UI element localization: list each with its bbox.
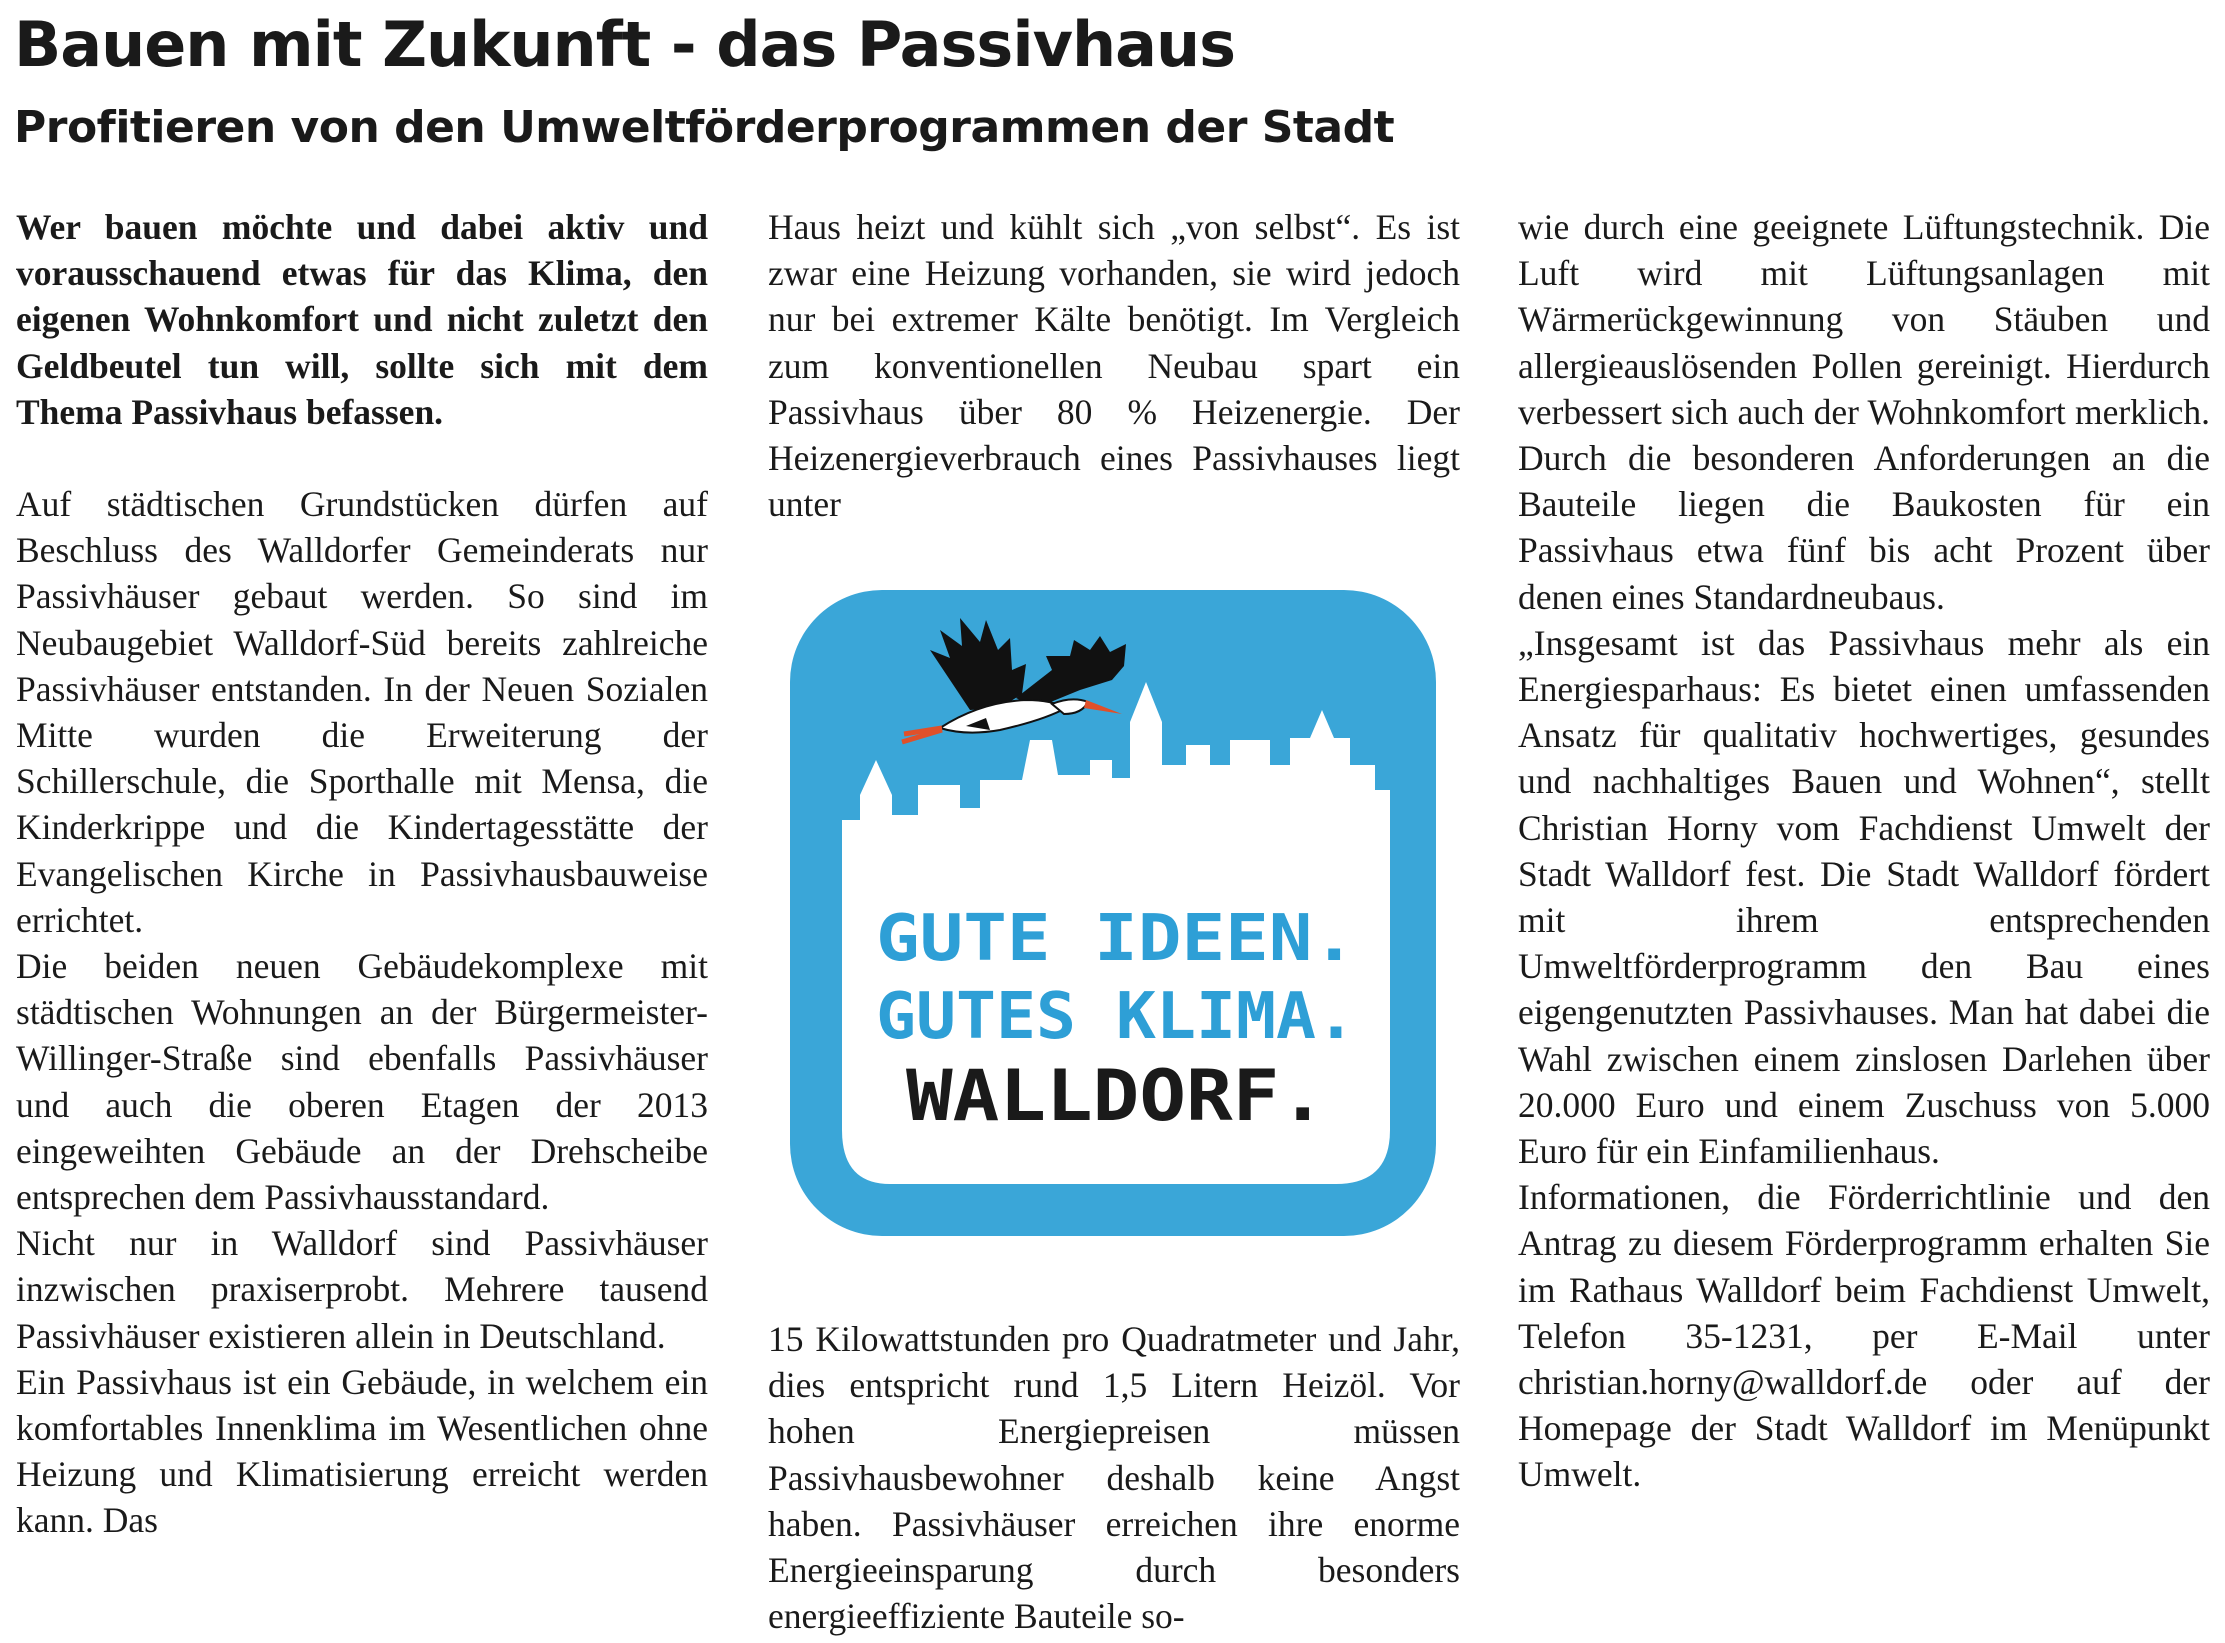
article-column-2-continued — [768, 1316, 1460, 1639]
article-column-2 — [768, 204, 1460, 527]
logo-line-1: GUTE IDEEN. — [876, 902, 1356, 976]
body-paragraph: Informationen, die Förderrichtlinie und den Antrag zu diesem Förderprogramm erhalten Sie im Rathaus Walldorf beim Fachdienst Umwelt, Telefon 35-1231, per E-Mail unter christian.horny@walldorf.de oder auf der Homepage der Stadt Walldorf im Menüpunkt Umwelt. — [1518, 1177, 2210, 1495]
article-headline: Bauen mit Zukunft - das Passivhaus — [14, 8, 1236, 81]
article-column-3 — [1518, 204, 2210, 1498]
lead-paragraph: Wer bauen möchte und dabei aktiv und vorausschauend etwas für das Klima, den eigenen Wohnkomfort und nicht zuletzt den Geldbeutel tun will, sollte sich mit dem Thema Passivhaus befassen. — [16, 207, 708, 432]
body-paragraph: Ein Passivhaus ist ein Gebäude, in welchem ein komfortables Innenklima im Wesentlichen ohne Heizung und Klimatisierung erreicht werden kann. Das — [16, 1361, 708, 1541]
article-column-1 — [16, 204, 708, 1544]
body-paragraph: wie durch eine geeignete Lüftungstechnik. Die Luft wird mit Lüftungsanlagen mit Wärmerückgewinnung von Stäuben und allergieauslösenden Pollen gereinigt. Hierdurch verbessert sich auch der Wohnkomfort merklich. Durch die besonderen Anforderungen an die Bauteile liegen die Baukosten für ein Passivhaus etwa fünf bis acht Prozent über denen eines Standardneubaus. — [1518, 207, 2210, 617]
logo-line-3: WALLDORF. — [906, 1055, 1326, 1137]
gute-ideen-walldorf-logo — [790, 590, 1436, 1236]
body-paragraph: Auf städtischen Grundstücken dürfen auf Beschluss des Walldorfer Gemeinderats nur Passivhäuser gebaut werden. So sind im Neubaugebiet Walldorf-Süd bereits zahlreiche Passivhäuser entstanden. In der Neuen Sozialen Mitte wurden die Erweiterung der Schillerschule, die Sporthalle mit Mensa, die Kinderkrippe und die Kindertagesstätte der Evangelischen Kirche in Passivhausbauweise errichtet. — [16, 484, 708, 940]
body-paragraph: Die beiden neuen Gebäudekomplexe mit städtischen Wohnungen an der Bürgermeister-Willinger-Straße sind ebenfalls Passivhäuser und auch die oberen Etagen der 2013 eingeweihten Gebäude an der Drehscheibe entsprechen dem Passivhausstandard. — [16, 946, 708, 1218]
body-paragraph: „Insgesamt ist das Passivhaus mehr als ein Energiesparhaus: Es bietet einen umfassenden Ansatz für qualitativ hochwertiges, gesundes und nachhaltiges Bauen und Wohnen“, stellt Christian Horny vom Fachdienst Umwelt der Stadt Walldorf fest. Die Stadt Walldorf fördert mit ihrem entsprechenden Umweltförderprogramm den Bau eines eigengenutzten Passivhauses. Man hat dabei die Wahl zwischen einem zinslosen Darlehen über 20.000 Euro und einem Zuschuss von 5.000 Euro für ein Einfamilienhaus. — [1518, 622, 2210, 1172]
article-subheadline: Profitieren von den Umweltförderprogrammen der Stadt — [14, 102, 1395, 153]
body-paragraph: 15 Kilowattstunden pro Quadratmeter und Jahr, dies entspricht rund 1,5 Litern Heizöl. Vor hohen Energiepreisen müssen Passivhausbewohner deshalb keine Angst haben. Passivhäuser erreichen ihre enorme Energieeinsparung durch besonders energieeffiziente Bauteile so- — [768, 1319, 1460, 1637]
body-paragraph: Nicht nur in Walldorf sind Passivhäuser inzwischen praxiserprobt. Mehrere tausend Passivhäuser existieren allein in Deutschland. — [16, 1223, 708, 1356]
body-paragraph: Haus heizt und kühlt sich „von selbst“. Es ist zwar eine Heizung vorhanden, sie wird jedoch nur bei extremer Kälte benötigt. Im Vergleich zum konventionellen Neubau spart ein Passivhaus über 80 % Heizenergie. Der Heizenergieverbrauch eines Passivhauses liegt unter — [768, 207, 1460, 525]
logo-line-2: GUTES KLIMA. — [876, 980, 1356, 1054]
